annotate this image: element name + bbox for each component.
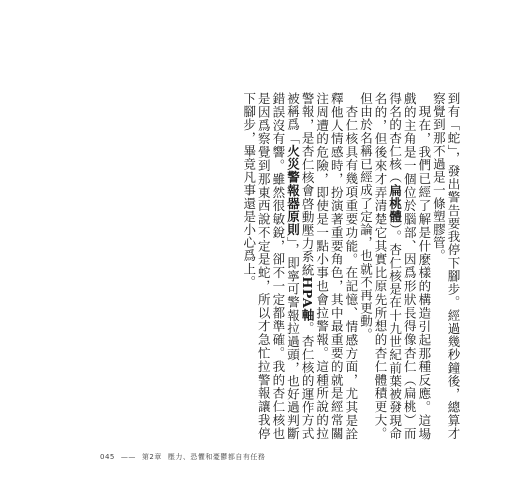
paragraph-3 [241,92,358,440]
paragraph-2 [358,92,431,440]
chapter-title: 壓力、恐懼和憂鬱都自有任務 [167,453,266,461]
footer-separator: —— [120,453,136,461]
body-text [190,92,460,440]
paragraph-3-text-e: 」，即寧可警報拉過頭，也好過判斷錯誤沒有響。雖然很敏銳，卻不一定都準確。我的杏仁核也是因爲察覺到那東西說不定是蛇，所以才急忙拉警報讓我停下腳步，畢竟凡事還是小心爲上。 [241,92,301,440]
paragraph-1 [431,92,460,440]
paragraph-3-text-c: 。杏仁核的運作方式被稱爲「 [285,92,316,441]
page-footer [100,452,271,462]
paragraph-3-text-a: 杏仁核具有幾項重要功能。在記憶、情感方面，尤其是詮釋他人情感時，扮演著重要角色，其中最重要的就是經常關注周遭的危險，即使是一點小事也會拉警報。這種所說的拉警報，是杏仁核會啓動壓力系統 [300,92,359,440]
term-smoke-detector-principle: 火災警報器原則 [285,144,301,237]
term-hpa-axis: HPA軸 [300,276,316,322]
term-amygdala: 扁桃體 [387,183,403,224]
paragraph-1-text: 到有「蛇」，發出警告要我停下腳步。經過幾秒鐘後，總算才察覺到那不過是一條塑膠管。 [431,92,461,440]
chapter-label: 第2章 [141,453,162,461]
page-number: 045 [100,453,115,461]
paragraph-2-text-a: 現在，我們已經了解是什麼樣的構造引起那種反應。這場戲的主角是一個位於腦部、因爲形狀長得像杏仁（扁桃）而得名的杏仁核（ [387,92,432,440]
paragraph-2-text-c: ）。杏仁核是在十九世紀前葉被發現命名的，但後來才弄清楚它其實比原先所想的杏仁體積更大。但由於名稱已經成了定論，也就不再更動。 [358,92,403,440]
